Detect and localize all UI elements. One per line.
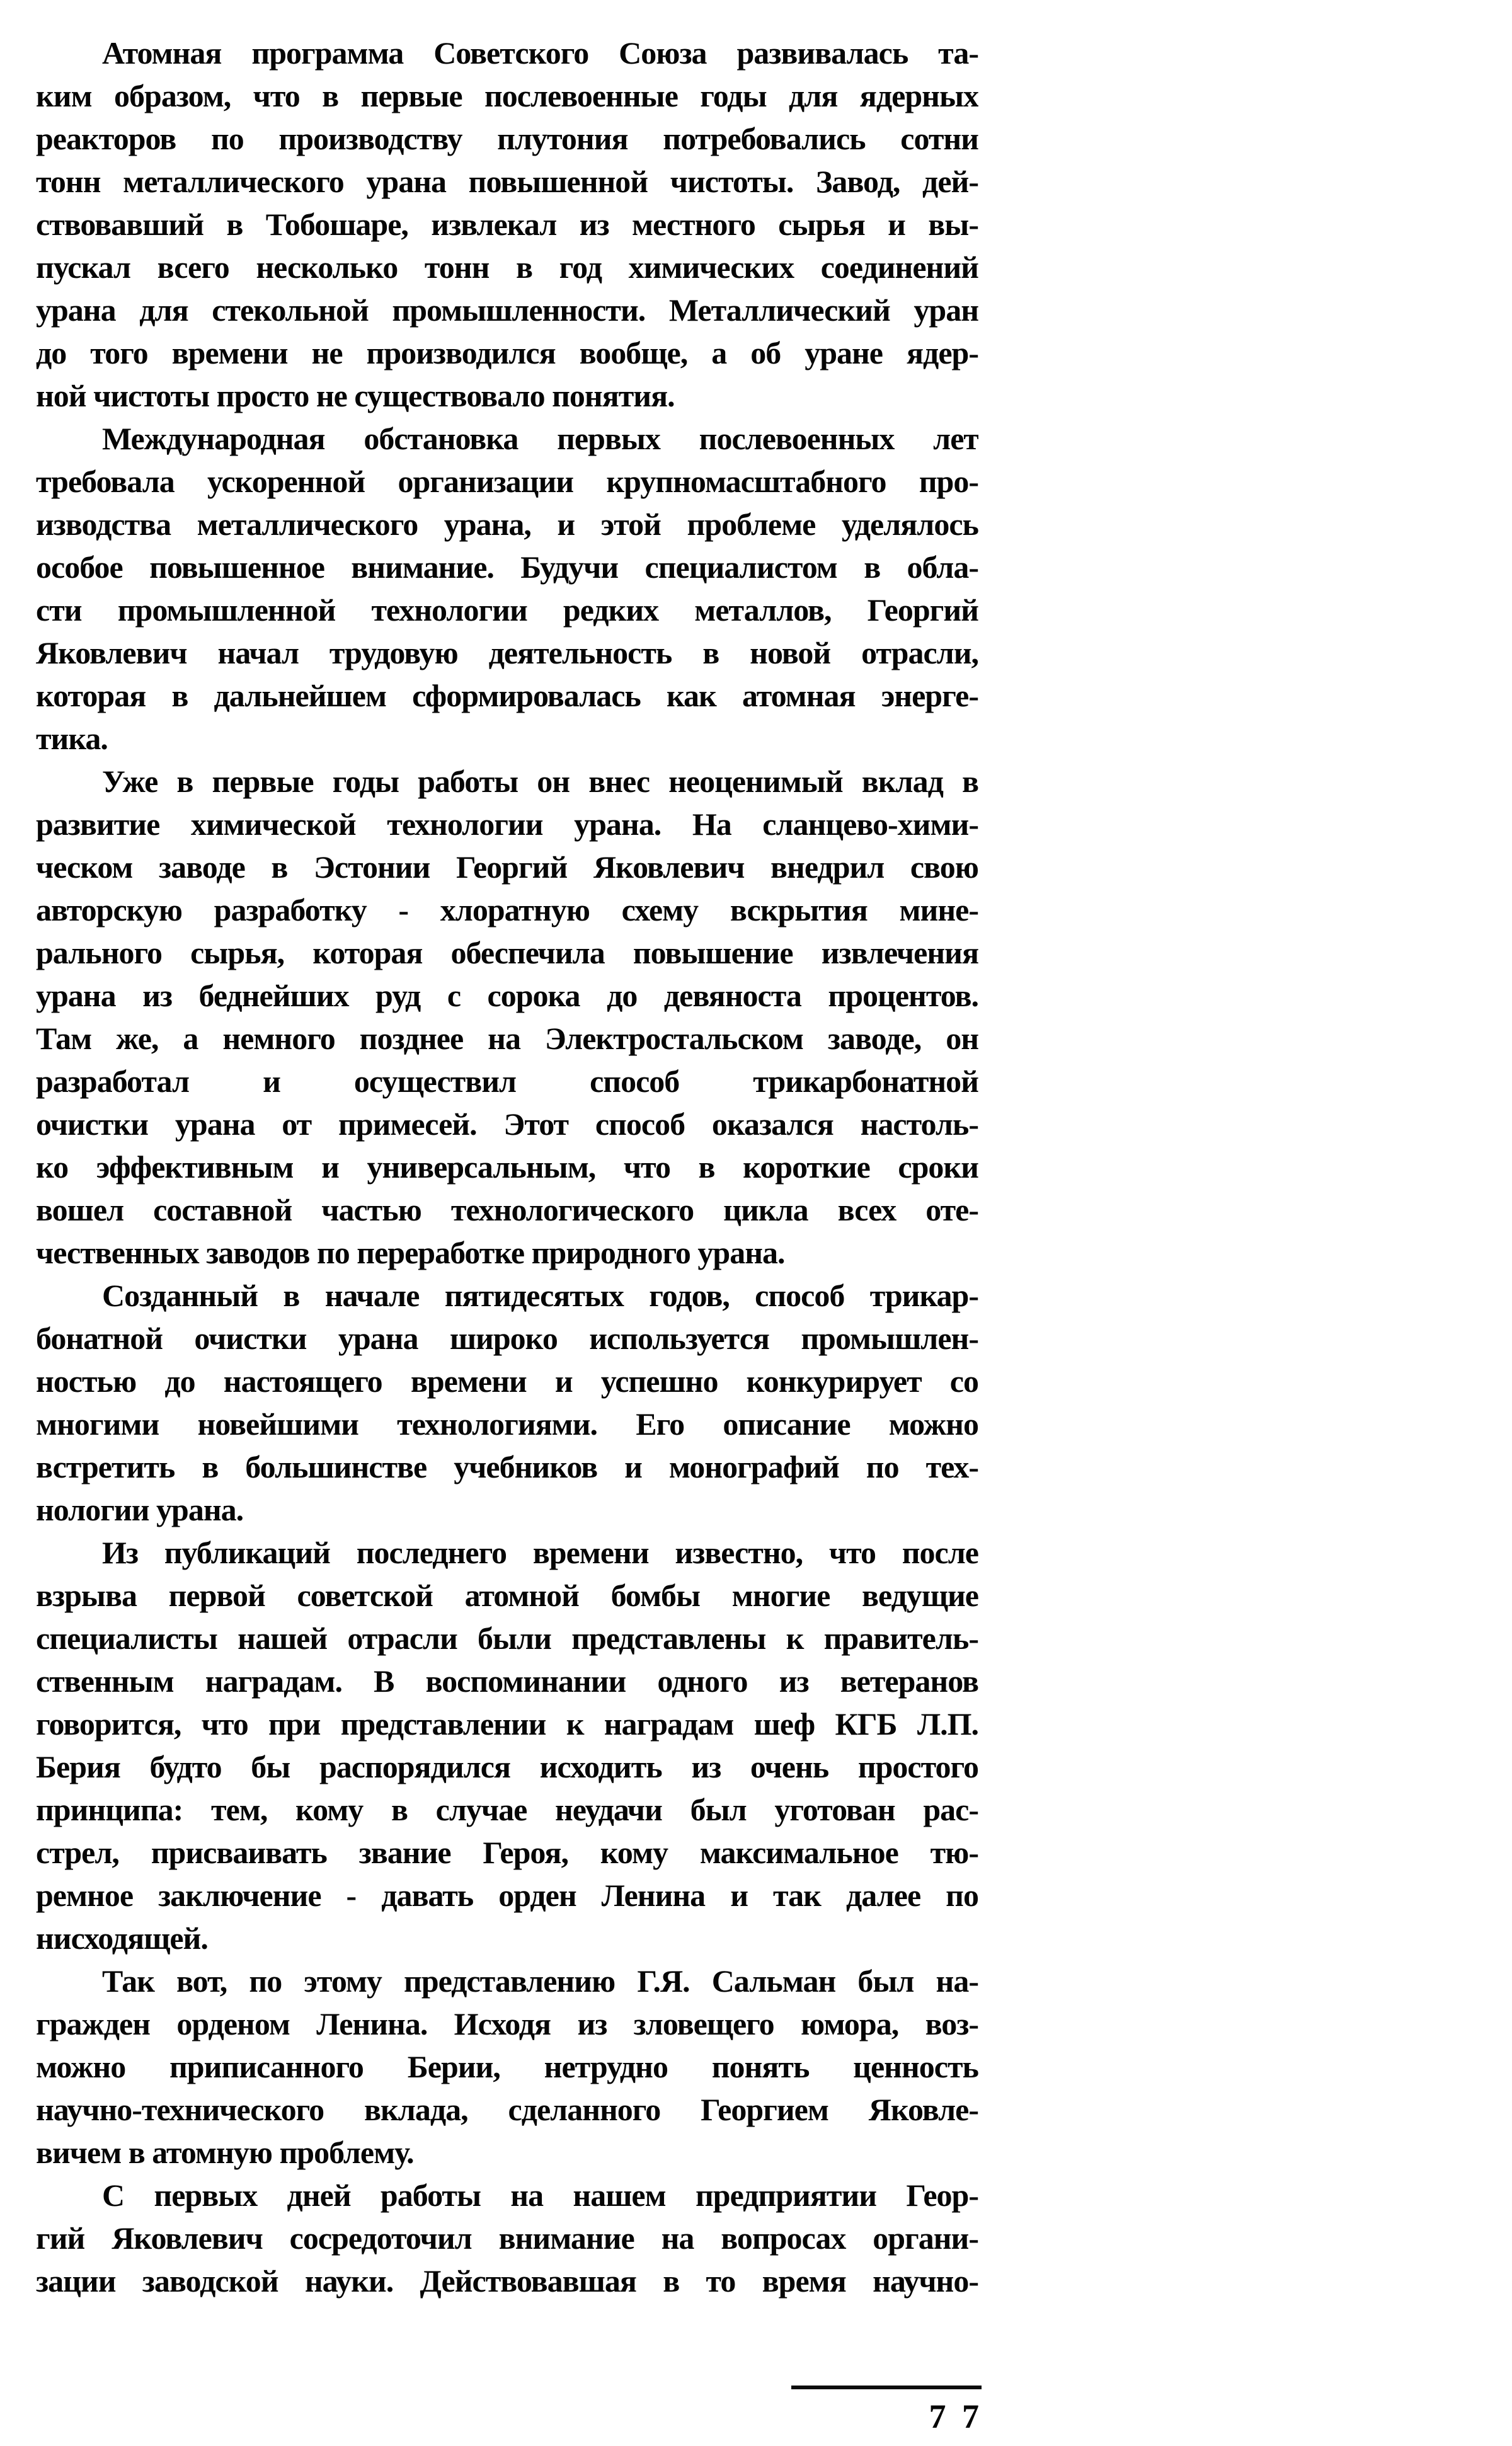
text-line: ремное заключение - давать орден Ленина и так далее по — [36, 1878, 978, 1913]
text-line: тика. — [36, 721, 108, 756]
text-line: нисходящей. — [36, 1921, 208, 1956]
paragraph — [36, 1531, 978, 1960]
paragraph — [36, 760, 978, 1274]
page-text — [36, 32, 978, 2302]
text-line: гражден орденом Ленина. Исходя из зловещего юмора, воз- — [36, 2006, 978, 2041]
text-line: ностью до настоящего времени и успешно конкурирует со — [36, 1364, 978, 1399]
text-line: очистки урана от примесей. Этот способ оказался настоль- — [36, 1106, 978, 1142]
text-line: Атомная программа Советского Союза развивалась та- — [102, 35, 978, 71]
text-line: которая в дальнейшем сформировалась как атомная энерге- — [36, 678, 978, 713]
text-line: требовала ускоренной организации крупномасштабного про- — [36, 464, 978, 499]
text-line: С первых дней работы на нашем предприятии Геор- — [102, 2178, 978, 2213]
text-line: Международная обстановка первых послевоенных лет — [102, 421, 978, 456]
text-line: урана для стекольной промышленности. Металлический уран — [36, 292, 978, 328]
text-line: ствовавший в Тобошаре, извлекал из местного сырья и вы- — [36, 207, 978, 242]
text-line: многими новейшими технологиями. Его описание можно — [36, 1406, 978, 1442]
text-line: авторскую разработку - хлоратную схему вскрытия мине- — [36, 892, 978, 927]
text-line: стрел, присваивать звание Героя, кому максимальное тю- — [36, 1835, 978, 1870]
text-line: разработал и осуществил способ трикарбонатной — [36, 1064, 978, 1099]
text-line: можно приписанного Берии, нетрудно понять ценность — [36, 2049, 978, 2084]
paragraph — [36, 1274, 978, 1531]
text-line: развитие химической технологии урана. На сланцево-хими- — [36, 807, 978, 842]
text-line: ко эффективным и универсальным, что в короткие сроки — [36, 1149, 978, 1185]
text-line: рального сырья, которая обеспечила повышение извлечения — [36, 935, 978, 970]
text-line: Созданный в начале пятидесятых годов, способ трикар- — [102, 1278, 978, 1313]
text-line: пускал всего несколько тонн в год химических соединений — [36, 250, 978, 285]
text-line: особое повышенное внимание. Будучи специалистом в обла- — [36, 549, 978, 585]
text-line: сти промышленной технологии редких металлов, Георгий — [36, 592, 978, 628]
text-line: Из публикаций последнего времени известно, что после — [102, 1535, 978, 1570]
text-line: урана из беднейших руд с сорока до девяноста процентов. — [36, 978, 978, 1013]
text-line: взрыва первой советской атомной бомбы многие ведущие — [36, 1578, 978, 1613]
text-line: принципа: тем, кому в случае неудачи был уготован рас- — [36, 1792, 978, 1827]
text-line: встретить в большинстве учебников и монографий по тех- — [36, 1449, 978, 1484]
paragraph — [36, 1960, 978, 2174]
page-number: 7 7 — [929, 2397, 983, 2435]
text-line: реакторов по производству плутония потребовались сотни — [36, 121, 978, 156]
text-line: тонн металлического урана повышенной чистоты. Завод, дей- — [36, 164, 978, 199]
text-line: ким образом, что в первые послевоенные годы для ядерных — [36, 78, 978, 113]
text-line: вошел составной частью технологического цикла всех оте- — [36, 1192, 978, 1227]
text-line: Берия будто бы распорядился исходить из очень простого — [36, 1749, 978, 1784]
text-line: чественных заводов по переработке природного урана. — [36, 1235, 785, 1270]
text-line: до того времени не производился вообще, а об уране ядер- — [36, 335, 978, 370]
footer-rule — [791, 2386, 982, 2389]
text-line: научно-технического вклада, сделанного Георгием Яковле- — [36, 2092, 978, 2127]
paragraph — [36, 32, 978, 417]
text-line: ческом заводе в Эстонии Георгий Яковлевич внедрил свою — [36, 849, 978, 885]
text-line: Там же, а немного позднее на Электростальском заводе, он — [36, 1021, 978, 1056]
text-line: ственным наградам. В воспоминании одного из ветеранов — [36, 1663, 978, 1699]
text-line: изводства металлического урана, и этой проблеме уделялось — [36, 507, 978, 542]
text-line: ной чистоты просто не существовало понятия. — [36, 378, 675, 413]
text-line: говорится, что при представлении к наградам шеф КГБ Л.П. — [36, 1706, 978, 1742]
text-line: нологии урана. — [36, 1492, 244, 1527]
paragraph — [36, 417, 978, 760]
text-line: гий Яковлевич сосредоточил внимание на вопросах органи- — [36, 2220, 978, 2256]
text-line: специалисты нашей отрасли были представлены к правитель- — [36, 1621, 978, 1656]
text-line: Так вот, по этому представлению Г.Я. Сальман был на- — [102, 1963, 978, 1999]
text-line: Уже в первые годы работы он внес неоценимый вклад в — [102, 764, 978, 799]
text-line: вичем в атомную проблему. — [36, 2135, 414, 2170]
text-line: бонатной очистки урана широко используется промышлен- — [36, 1321, 978, 1356]
text-line: зации заводской науки. Действовавшая в то время научно- — [36, 2263, 978, 2299]
paragraph — [36, 2174, 978, 2302]
text-line: Яковлевич начал трудовую деятельность в новой отрасли, — [36, 635, 978, 670]
